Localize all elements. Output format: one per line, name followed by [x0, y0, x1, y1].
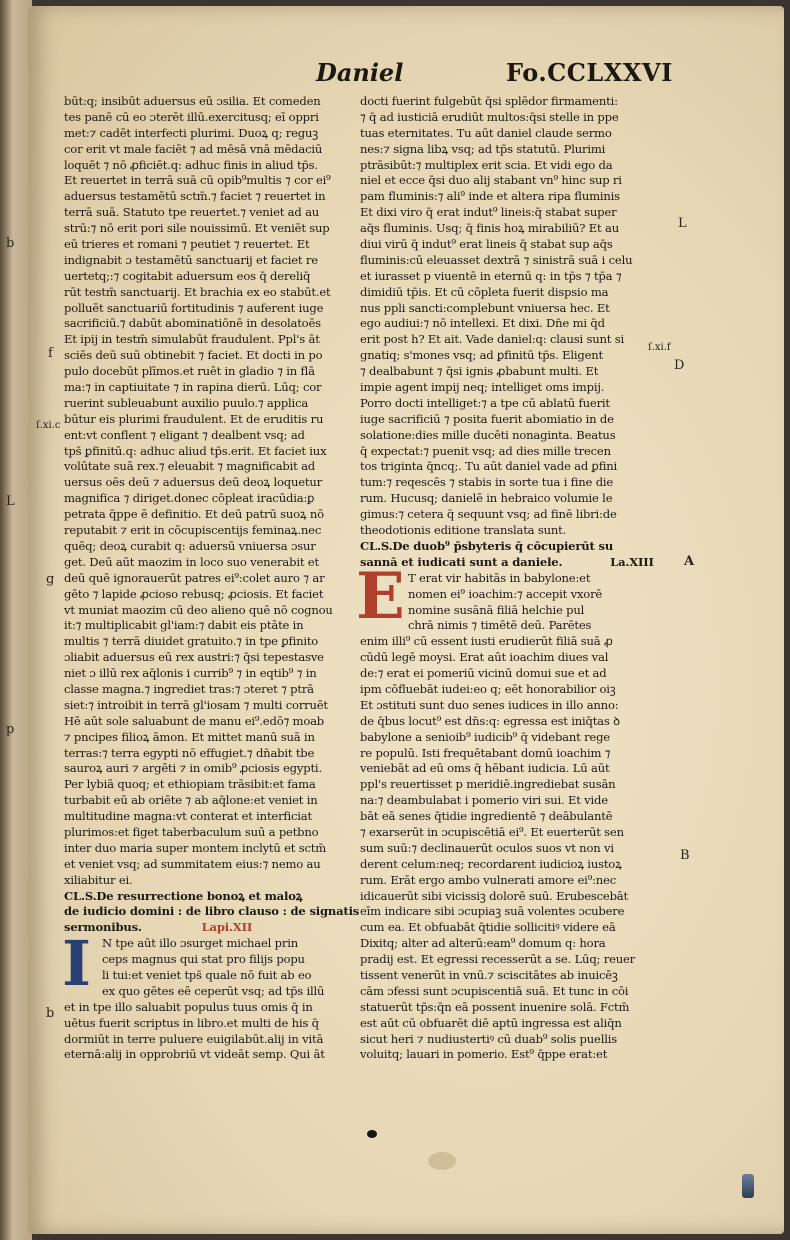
left-column [64, 94, 364, 1063]
margin-note-left: f [48, 346, 53, 361]
page-header [28, 58, 784, 92]
text-line: impie agent impij neq; intelliget oms impij. [360, 380, 605, 395]
text-line: ppl's reuertisset p meridiē.ingrediebat susān [360, 777, 616, 792]
text-line: polluēt sanctuariū fortitudinis ⁊ auferent iuge [64, 300, 324, 315]
text-line: ptrāsibūt:⁊ multiplex erit scia. Et vidi ego da [360, 157, 613, 172]
text-line: terras:⁊ terra egypti nō effugiet.⁊ dn̄abit tbe [64, 745, 315, 760]
running-head: Daniel [316, 58, 404, 87]
text-line: cum ea. Et obfuabāt q̄tidie sollicitiꝰ videre eā [360, 920, 616, 935]
margin-note-right: L [678, 216, 687, 231]
left-column-body [64, 94, 364, 889]
text-line: classe magna.⁊ ingrediet tras:⁊ ɔteret ⁊ ptrā [64, 681, 314, 696]
text-line: siet:⁊ introibit in terrā gl'iosam ⁊ multi corruēt [64, 697, 328, 712]
text-line: dimidiū tp̄is. Et cū cōpleta fuerit dispsio ma [360, 284, 609, 299]
text-line: multis ⁊ terrā diuidet gratuito.⁊ in tpe ꝑfinito [64, 634, 319, 649]
text-line: niet ɔ illū rex aq̄lonis i currib⁹ ⁊ in eqtib⁹ ⁊ in [64, 666, 317, 681]
text-line: reputabit ⁊ erit in cōcupiscentijs feminaꝝ.nec [64, 523, 322, 538]
text-line: turbabit eū ab oriēte ⁊ ab aq̄lone:et veniet in [64, 793, 318, 808]
text-line: met:⁊ cadēt interfecti plurimi. Duoꝝ q; reguꝫ [64, 125, 318, 140]
text-line: magnifica ⁊ diriget.donec cōpleat iracūdia:ꝑ [64, 491, 315, 506]
margin-note-left: p [6, 722, 15, 737]
chapter-heading-tail: sannā et iudicati sunt a daniele. [360, 554, 563, 569]
chapter-heading-line: CL.S.De duob⁹ p̄sbyteris q̄ cōcupierūt su [360, 538, 614, 553]
text-line: ent:vt conflent ⁊ eligant ⁊ dealbent vsq; ad [64, 427, 305, 442]
text-line: indignabit ɔ testamētū sanctuarij et faciet re [64, 252, 318, 267]
margin-note-right: ſ.xi.f [648, 342, 671, 353]
text-line: Porro docti intelliget:⁊ a tpe cū ablatū fuerit [360, 395, 610, 410]
text-line: būt:q; insibūt aduersus eū ɔsilia. Et comeden [64, 94, 321, 108]
text-line: ⁊ q̄ ad iusticiā erudiūt multos:q̄si stelle in ppe [360, 109, 619, 124]
text-line: rum. Hucusq; danielē in hebraico volumie le [360, 491, 613, 506]
text-line: sauroꝝ auri ⁊ argēti ⁊ in omib⁹ ꝓciosis egypti. [64, 761, 322, 776]
right-column-body [360, 94, 680, 539]
text-line: idicauerūt sibi vicissiꝫ dolorē suū. Erubescebāt [360, 888, 628, 903]
text-line: plurimos:et figet taberbaculum suū a petbno [64, 824, 319, 839]
text-line: Et ipij in testm̄ simulabūt fraudulent. Ppl's āt [64, 332, 320, 347]
text-line: ruerint subleuabunt auxilio puulo.⁊ applica [64, 395, 309, 410]
decorated-initial: I [62, 927, 91, 1001]
text-line: pulo docebūt plīmos.et ruēt in gladio ⁊ in flā [64, 364, 315, 379]
text-line: ceps magnus qui stat pro filijs popu [102, 952, 305, 967]
text-line: niel et ecce q̄si duo alij stabant vn⁹ hinc sup ri [360, 173, 622, 188]
text-line: erit post h? Et ait. Vade daniel:q: clausi sunt si [360, 332, 624, 347]
text-line: et iurasset p viuentē in eternū q: in tp̄s ⁊ tp̄a ⁊ [360, 268, 622, 283]
text-line: inter duo maria super montem inclytū et sctm̄ [64, 840, 327, 855]
text-line: statuerūt tp̄s:q̄n eā possent inuenire solā. Fctm̄ [360, 999, 630, 1014]
text-line: ⁊ exarserūt in ɔcupiscētiā ei⁹. Et euerterūt sen [360, 824, 624, 839]
chapter-label: La.XIII [610, 554, 654, 569]
margin-note-left: b [46, 1006, 55, 1021]
text-line: chrā nimis ⁊ timētē deū. Parētes [408, 618, 592, 633]
text-line: derent celum:neq; recordarent iudicioꝝ iustoꝝ [360, 856, 622, 871]
text-line: li tui:et veniet tps̄ quale nō fuit ab eo [102, 967, 312, 982]
text-line: būtur eis plurimi fraudulent. Et de eruditis ru [64, 411, 324, 426]
text-line: get. Deū aūt maozim in loco suo venerabit et [64, 554, 319, 569]
text-line: est aūt cū obfuarēt diē aptū ingressa est aliq̄n [360, 1015, 622, 1030]
margin-note-left: b [6, 236, 15, 251]
chapter-13-heading [360, 539, 680, 571]
text-line: gimus:⁊ cetera q̄ sequunt vsq; ad finē libri:de [360, 507, 617, 522]
text-line: babylone a senioib⁹ iudicib⁹ q̄ videbant rege [360, 729, 610, 744]
text-line: solatione:dies mille ducēti nonaginta. Beatus [360, 427, 616, 442]
text-line: sacrificiū.⁊ dabūt abominatiōnē in desolatoēs [64, 316, 321, 331]
text-line: nes:⁊ signa libꝝ vsq; ad tp̄s statutū. Plurimi [360, 141, 606, 156]
text-line: q̄ expectat:⁊ puenit vsq; ad dies mille trecen [360, 443, 611, 458]
text-line: T erat vir habitās in babylone:et [408, 570, 591, 585]
text-line: Dixitq; alter ad alterū:eam⁹ domum q: hora [360, 936, 606, 951]
text-line: deū quē ignorauerūt patres ei⁹:colet auro ⁊ ar [64, 570, 325, 585]
text-line: quēq; deoꝝ curabit q: aduersū vniuersa ɔsur [64, 538, 316, 553]
text-line: Et reuertet in terrā suā cū opib⁹multis ⁊ cor ei⁹ [64, 173, 331, 188]
text-line: vt muniat maozim cū deo alieno quē nō cognou [64, 602, 333, 617]
text-line: gnatiq; s'mones vsq; ad ꝑfinitū tp̄s. Eligent [360, 348, 604, 363]
text-line: volūtate suā rex.⁊ eleuabit ⁊ magnificabit ad [64, 459, 316, 474]
text-line: xiliabitur ei. [64, 872, 133, 887]
text-line: multitudine magna:vt conterat et interficiat [64, 809, 312, 824]
chapter-heading-line: CL.S.De resurrectione bonoꝝ et maloꝝ [64, 888, 303, 903]
text-line: fluminis:cū eleuasset dextrā ⁊ sinistrā suā i celu [360, 252, 633, 267]
text-line: pradij est. Et egressi recesserūt a se. Lūq; reuer [360, 952, 636, 967]
text-line: voluitq; lauari in pomerio. Est⁹ q̄ppe erat:et [360, 1047, 608, 1062]
chapter-label: Lapi.XII [201, 920, 253, 935]
text-line: de:⁊ erat ei pomeriū vicinū domui sue et ad [360, 666, 607, 681]
text-line: aq̄s fluminis. Usq; q̄ finis hoꝝ mirabiliū? Et au [360, 221, 619, 236]
text-line: tos triginta q̄ncq;. Tu aūt daniel vade ad ꝑfini [360, 459, 618, 474]
text-line: diui virū q̄ indut⁹ erat lineis q̄ stabat sup aq̄s [360, 237, 613, 252]
text-line: eternā:alij in opprobriū vt videāt semp. Qui āt [64, 1047, 325, 1062]
margin-note-right: A [684, 554, 695, 569]
text-line: de q̄bus locut⁹ est dn̄s:q: egressa est iniq̄tas ꝺ [360, 713, 620, 728]
text-line: uertetq;:⁊ cogitabit aduersum eos q̄ dereliq̄ [64, 268, 311, 283]
text-line: rūt testm̄ sanctuarij. Et brachia ex eo stabūt.et [64, 284, 331, 299]
text-line: tum:⁊ reqescēs ⁊ stabis in sorte tua i fine die [360, 475, 614, 490]
text-line: re populū. Isti frequētabant domū ioachim ⁊ [360, 745, 611, 760]
text-line: ma:⁊ in captiuitate ⁊ in rapina dierū. Lūq; cor [64, 380, 322, 395]
margin-note-right: B [680, 848, 690, 863]
text-line: dormiūt in terre puluere euigilabūt.alij in vitā [64, 1031, 324, 1046]
folio-number: Fo.CCLXXVI [506, 58, 673, 87]
text-line: Per lybiā quoq; et ethiopiam trāsibit:et fama [64, 777, 316, 792]
text-line: bāt eā senes q̄tidie ingredientē ⁊ deābulantē [360, 809, 613, 824]
text-line: docti fuerint fulgebūt q̄si splēdor firmamenti: [360, 94, 618, 108]
text-line: sum suū:⁊ declinauerūt oculos suos vt non vi [360, 840, 614, 855]
decorated-initial: E [356, 558, 405, 634]
text-line: ex quo gētes eē ceperūt vsq; ad tp̄s illū [102, 983, 325, 998]
right-column [356, 94, 680, 1063]
text-line: ipm cōfluebāt iudei:eo q; eēt honorabilior oiꝫ [360, 681, 616, 696]
margin-note-right: D [674, 358, 685, 373]
text-line: Et dixi viro q̄ erat indut⁹ lineis:q̄ stabat super [360, 205, 617, 220]
text-line: sicut heri ⁊ nudiustertiꝰ cū duab⁹ solis puellis [360, 1031, 617, 1046]
text-line: et veniet vsq; ad summitatem eius:⁊ nemo au [64, 856, 321, 871]
text-line: enim illi⁹ cū essent iusti erudierūt filiā suā ꝓ [360, 634, 613, 649]
page-tab [742, 1174, 754, 1198]
text-line: petrata q̄ppe ē definitio. Et deū patrū suoꝝ nō [64, 507, 324, 522]
chapter-heading-line [64, 920, 364, 936]
text-line: nomine susānā filiā helchie pul [408, 602, 585, 617]
text-line: it:⁊ multiplicabit gl'iam:⁊ dabit eis ptāte in [64, 618, 304, 633]
text-line: tps̄ ꝑfinitū.q: adhuc aliud tp̄s.erit. Et faciet iux [64, 443, 327, 458]
text-line: eīm indicare sibi ɔcupiaꝫ suā volentes ɔcubere [360, 904, 625, 919]
text-line: terrā suā. Statuto tpe reuertet.⁊ veniet ad au [64, 205, 320, 220]
paper-stain [428, 1152, 456, 1170]
text-line: ego audiui:⁊ nō intellexi. Et dixi. Dn̄e mi q̄d [360, 316, 605, 331]
text-line: theodotionis editione translata sunt. [360, 523, 567, 538]
text-line: gēto ⁊ lapide ꝓcioso rebusq; ꝓciosis. Et faciet [64, 586, 324, 601]
text-line: aduersus testamētū sctm̄.⁊ faciet ⁊ reuertet in [64, 189, 326, 204]
text-line: Et ɔstituti sunt duo senes iudices in illo anno: [360, 697, 619, 712]
text-line: cām ɔfessi sunt ɔcupiscentiā suā. Et tunc in cōi [360, 983, 629, 998]
text-line: tuas eternitates. Tu aūt daniel claude sermo [360, 125, 612, 140]
worm-hole [367, 1130, 377, 1138]
chapter-heading-line: de iudicio domini : de libro clauso : de signatis [64, 904, 360, 919]
text-line: uētus fuerit scriptus in libro.et multi de his q̄ [64, 1015, 319, 1030]
text-line: sciēs deū suū obtinebit ⁊ faciet. Et docti in po [64, 348, 323, 363]
margin-note-left: L [6, 494, 15, 509]
text-line: et in tpe illo saluabit populus tuus omis q̄ in [64, 999, 313, 1014]
text-line: ⁊ dealbabunt ⁊ q̄si ignis ꝓbabunt multi. Et [360, 364, 599, 379]
text-line: nomen ei⁹ ioachim:⁊ accepit vxorē [408, 586, 603, 601]
text-line: N tpe aūt illo ɔsurget michael prin [102, 936, 299, 951]
text-line: na:⁊ deambulabat i pomerio viri sui. Et vide [360, 793, 608, 808]
text-line: iuge sacrificiū ⁊ posita fuerit abomiatio in de [360, 411, 614, 426]
text-line: loquēt ⁊ nō ꝓficiēt.q: adhuc finis in aliud tp̄s. [64, 157, 318, 172]
text-line: cor erit vt male faciēt ⁊ ad mēsā vnā mēdaciū [64, 141, 323, 156]
text-line: uersus oēs deū ⁊ aduersus deū deoꝝ loquetur [64, 475, 322, 490]
chapter-heading-tail: sermonibus. [64, 920, 142, 935]
text-line: strū:⁊ nō erit pori sile nouissimū. Et veniēt sup [64, 221, 330, 236]
text-line: tes panē cū eo ɔterēt illū.exercitusq; eī oppri [64, 109, 319, 124]
margin-note-left: g [46, 572, 55, 587]
text-line: pam fluminis:⁊ ali⁹ inde et altera ripa fluminis [360, 189, 620, 204]
text-line: cūdū legē moysi. Erat aūt ioachim diues val [360, 650, 609, 665]
text-line: eū trieres et romani ⁊ peutiet ⁊ reuertet. Et [64, 237, 310, 252]
text-line: tissent venerūt in vnū.⁊ sciscitātes ab inuicēꝫ [360, 967, 618, 982]
text-line: nus ppli sancti:complebunt vniuersa hec. Et [360, 300, 610, 315]
margin-note-left: ſ.xi.c [36, 420, 61, 431]
text-line: ⁊ pncipes filioꝝ āmon. Et mittet manū suā in [64, 729, 315, 744]
text-line: veniebāt ad eū oms q̄ hēbant iudicia. Lū aūt [360, 761, 610, 776]
text-line: ɔliabit aduersus eū rex austri:⁊ q̄si tepestasve [64, 650, 324, 665]
chapter-12-heading [64, 889, 364, 937]
book-page [6, 6, 784, 1234]
text-line: Hē aūt sole saluabunt de manu ei⁹.edō⁊ moab [64, 713, 325, 728]
text-line: rum. Erāt ergo ambo vulnerati amore ei⁹:nec [360, 872, 616, 887]
chapter-heading-line [360, 555, 680, 571]
